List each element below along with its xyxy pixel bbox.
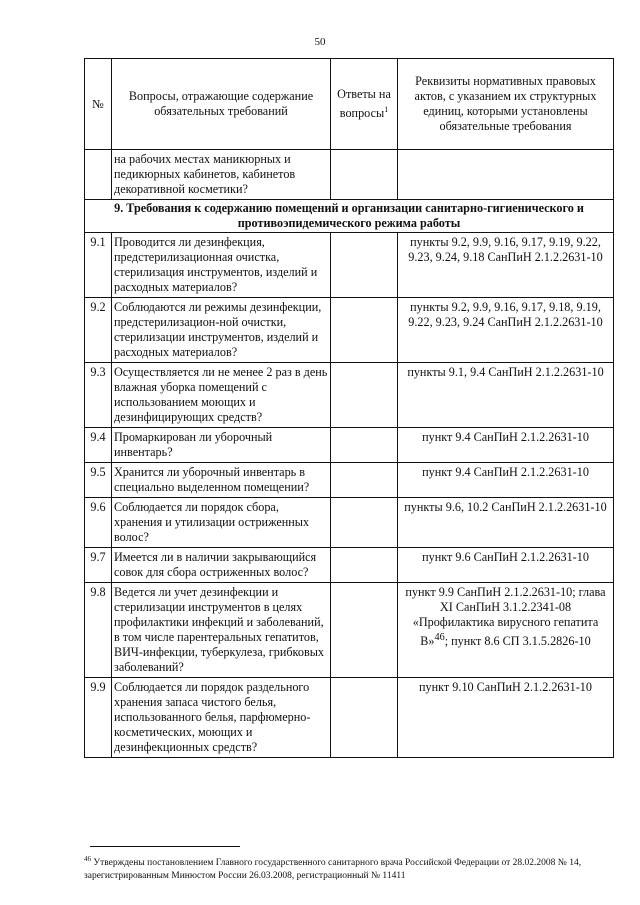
header-requisites: Реквизиты нормативных правовых актов, с указанием их структурных единиц, которыми установлены обязательные требования [398,59,614,150]
row-question: Соблюдается ли порядок раздельного хранения запаса чистого белья, использованного белья, парфюмерно-косметических, моющих и дезинфекционных средств? [112,678,331,758]
table-header-row [85,59,614,150]
row-ref: пункт 9.10 СанПиН 2.1.2.2631-10 [398,678,614,758]
row-num: 9.4 [85,428,112,463]
continuation-num [85,150,112,200]
row-answer [331,233,398,298]
row-question: Проводится ли дезинфекция, предстерилизационная очистка, стерилизация инструментов, изделий и расходных материалов? [112,233,331,298]
row-ref-tail: ; пункт 8.6 СП 3.1.5.2826-10 [444,634,591,649]
row-num: 9.7 [85,548,112,583]
table-row [85,298,614,363]
page-number: 50 [314,36,326,48]
header-answers-sup: 1 [384,104,389,114]
continuation-ref [398,150,614,200]
table-row [85,498,614,548]
footnote-text: Утверждены постановлением Главного государственного санитарного врача Российской Федерации от 28.02.2008 № 14, зарегистрированным Минюстом России 26.03.2008, регистрационный № 11411 [84,858,582,882]
row-num: 9.9 [85,678,112,758]
header-answers [331,59,398,150]
row-answer [331,298,398,363]
row-answer [331,498,398,548]
row-num: 9.5 [85,463,112,498]
row-question: Ведется ли учет дезинфекции и стерилизации инструментов в целях профилактики инфекций и заболеваний, в том числе парентеральных гепатитов, ВИЧ-инфекции, туберкулеза, грибковых заболеваний? [112,583,331,678]
row-question: Хранится ли уборочный инвентарь в специально выделенном помещении? [112,463,331,498]
row-num: 9.8 [85,583,112,678]
row-num: 9.6 [85,498,112,548]
row-ref: пункты 9.2, 9.9, 9.16, 9.17, 9.19, 9.22, 9.23, 9.24, 9.18 СанПиН 2.1.2.2631-10 [398,233,614,298]
row-num: 9.2 [85,298,112,363]
footnote-divider [90,846,240,847]
row-ref-text: пункт 9.9 СанПиН 2.1.2.2631-10; глава XI СанПиН 3.1.2.2341-08 «Профилактика вирусного гепатита В» [405,585,606,649]
row-question: Соблюдаются ли режимы дезинфекции, предстерилизацион-ной очистки, стерилизации инструментов, изделий и расходных материалов? [112,298,331,363]
continuation-question: на рабочих местах маникюрных и педикюрных кабинетов, кабинетов декоративной косметики? [112,150,331,200]
row-answer [331,678,398,758]
header-num: № [85,59,112,150]
table-row [85,428,614,463]
row-answer [331,548,398,583]
row-question: Имеется ли в наличии закрывающийся совок для сбора остриженных волос? [112,548,331,583]
row-num: 9.1 [85,233,112,298]
row-ref: пункты 9.6, 10.2 СанПиН 2.1.2.2631-10 [398,498,614,548]
row-ref: пункт 9.4 СанПиН 2.1.2.2631-10 [398,428,614,463]
row-question: Соблюдается ли порядок сбора, хранения и утилизации остриженных волос? [112,498,331,548]
header-question: Вопросы, отражающие содержание обязательных требований [112,59,331,150]
table-row [85,463,614,498]
table-row [85,548,614,583]
continuation-row [85,150,614,200]
row-ref: пункт 9.4 СанПиН 2.1.2.2631-10 [398,463,614,498]
row-question: Промаркирован ли уборочный инвентарь? [112,428,331,463]
table-row [85,363,614,428]
row-answer [331,463,398,498]
row-answer [331,583,398,678]
row-answer [331,428,398,463]
table-row [85,678,614,758]
footnote-marker: 46 [84,855,91,863]
requirements-table [84,58,614,758]
footnote [84,853,614,883]
row-ref: пункт 9.6 СанПиН 2.1.2.2631-10 [398,548,614,583]
section-title: 9. Требования к содержанию помещений и организации санитарно-гигиенического и противоэпидемического режима работы [85,200,614,233]
footnote-ref-sup: 46 [434,632,445,643]
row-answer [331,363,398,428]
table-row [85,233,614,298]
row-num: 9.3 [85,363,112,428]
table-row [85,583,614,678]
section-row [85,200,614,233]
header-answers-text: Ответы на вопросы [337,86,391,121]
row-ref: пункты 9.2, 9.9, 9.16, 9.17, 9.18, 9.19, 9.22, 9.23, 9.24 СанПиН 2.1.2.2631-10 [398,298,614,363]
row-question: Осуществляется ли не менее 2 раз в день влажная уборка помещений с использованием моющих и дезинфицирующих средств? [112,363,331,428]
row-ref: пункты 9.1, 9.4 СанПиН 2.1.2.2631-10 [398,363,614,428]
row-ref [398,583,614,678]
continuation-answer [331,150,398,200]
